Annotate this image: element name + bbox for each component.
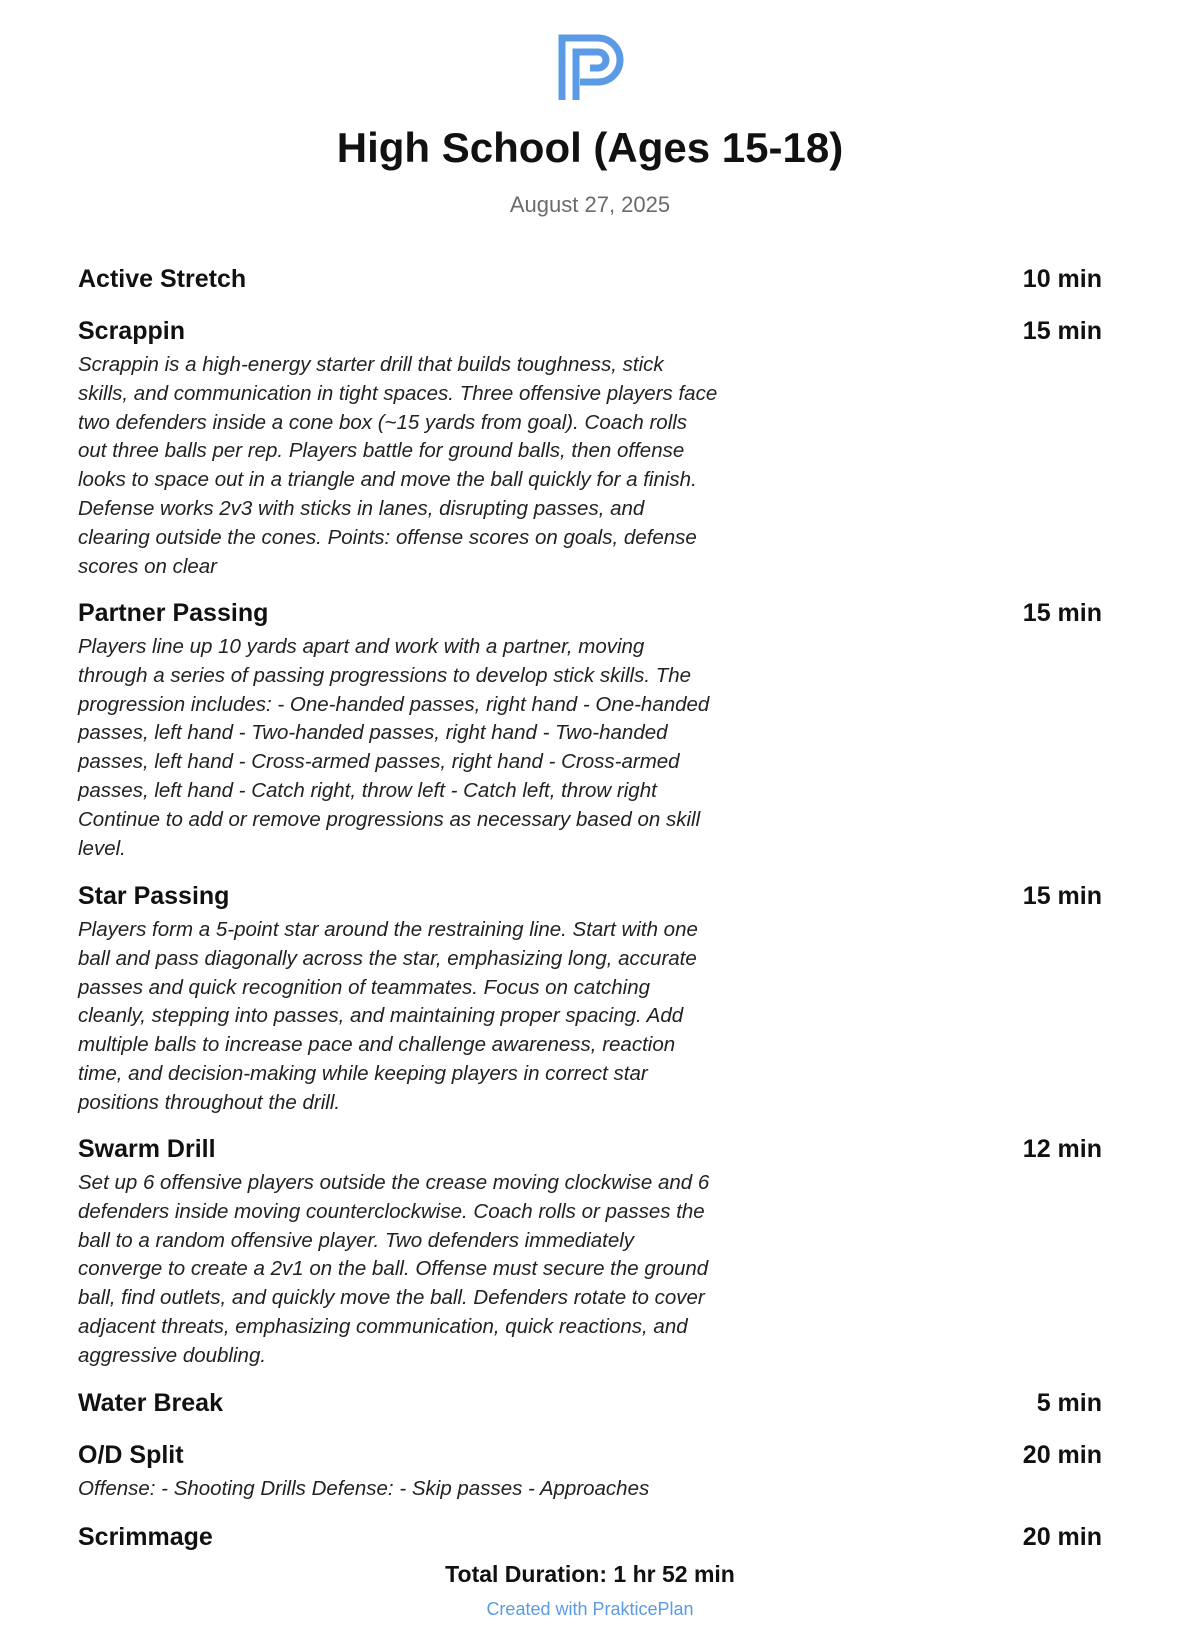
plan-date: August 27, 2025 xyxy=(509,192,671,217)
created-with-link[interactable]: Created with PrakticePlan xyxy=(486,1599,694,1619)
drill-duration: 15 min xyxy=(1022,317,1102,345)
drill-item xyxy=(78,1385,1102,1421)
drill-description: Players form a 5-point star around the restraining line. Start with one ball and pass diagonally across the star, emphasizing long, accurate passes and quick recognition of teammates. Focus on catching cleanly, stepping into passes, and maintaining proper spacing. Add multiple balls to increase pace and challenge awareness, reaction time, and decision-making while keeping players in correct star positions throughout the drill. xyxy=(78,918,698,1114)
drill-name: Active Stretch xyxy=(78,265,247,293)
drill-item xyxy=(78,261,1102,297)
drill-duration: 15 min xyxy=(1022,882,1102,910)
drill-name: Water Break xyxy=(78,1389,223,1417)
drill-item xyxy=(78,1519,1102,1555)
drill-name: Scrappin xyxy=(78,317,185,345)
drill-item xyxy=(78,595,1102,863)
drill-item xyxy=(78,1437,1102,1504)
drill-item xyxy=(78,313,1102,581)
drill-name: Swarm Drill xyxy=(78,1135,216,1163)
prakticeplan-logo-icon xyxy=(554,28,634,106)
drill-duration: 12 min xyxy=(1022,1135,1102,1163)
drill-description: Scrappin is a high-energy starter drill that builds toughness, stick skills, and communication in tight spaces. Three offensive players face two defenders inside a cone box (~15 yards from goal). Coach rolls out three balls per rep. Players battle for ground balls, then offense looks to space out in a triangle and move the ball quickly for a finish. Defense works 2v3 with sticks in lanes, disrupting passes, and clearing outside the cones. Points: offense scores on goals, defense scores on clear xyxy=(78,353,718,578)
drill-duration: 15 min xyxy=(1022,599,1102,627)
drill-duration: 20 min xyxy=(1022,1523,1102,1551)
drill-duration: 10 min xyxy=(1022,265,1102,293)
drill-name: Scrimmage xyxy=(78,1523,213,1551)
drill-item xyxy=(78,878,1102,1118)
drill-name: Partner Passing xyxy=(78,599,269,627)
drill-duration: 20 min xyxy=(1022,1441,1102,1469)
drill-description: Set up 6 offensive players outside the crease moving clockwise and 6 defenders inside moving counterclockwise. Coach rolls or passes the ball to a random offensive player. Two defenders immediately converge to create a 2v1 on the ball. Offense must secure the ground ball, find outlets, and quickly move the ball. Defenders rotate to cover adjacent threats, emphasizing communication, quick reactions, and aggressive doubling. xyxy=(78,1171,710,1367)
drill-duration: 5 min xyxy=(1036,1389,1102,1417)
drill-name: O/D Split xyxy=(78,1441,184,1469)
drill-description: Players line up 10 yards apart and work with a partner, moving through a series of passing progressions to develop stick skills. The progression includes: - One-handed passes, right hand - One-handed passes, left hand - Two-handed passes, right hand - Two-handed passes, left hand - Cross-armed passes, right hand - Cross-armed passes, left hand - Catch right, throw left - Catch left, throw right Continue to add or remove progressions as necessary based on skill level. xyxy=(78,635,710,860)
drill-name: Star Passing xyxy=(78,882,230,910)
total-duration: Total Duration: 1 hr 52 min xyxy=(445,1561,735,1587)
drill-item xyxy=(78,1131,1102,1371)
page-title: High School (Ages 15-18) xyxy=(336,124,844,171)
drill-description: Offense: - Shooting Drills Defense: - Skip passes - Approaches xyxy=(78,1477,650,1500)
